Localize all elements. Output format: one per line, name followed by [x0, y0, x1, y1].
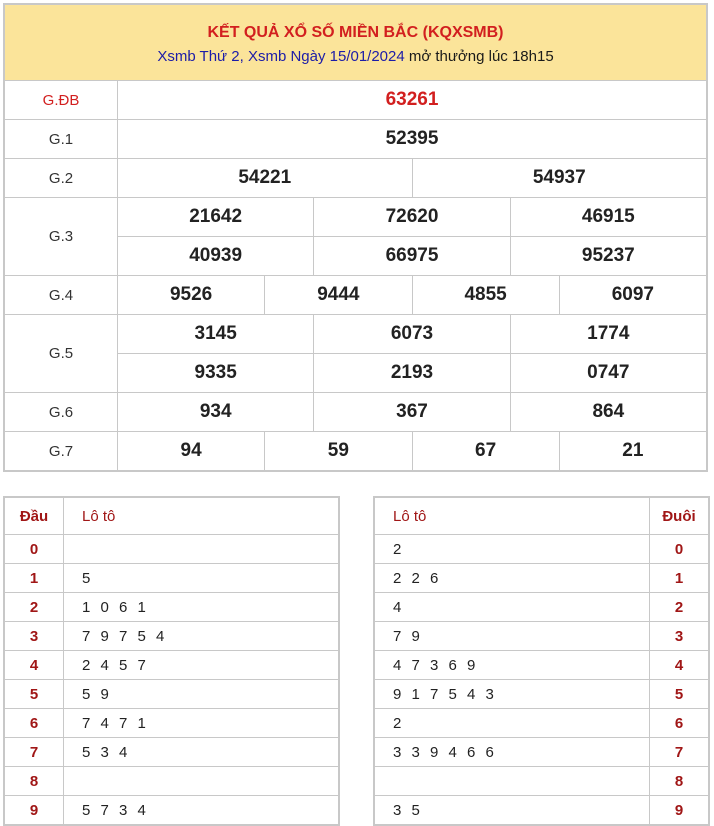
- loto-values: 3 5: [393, 801, 423, 819]
- loto-values: 5 9: [82, 685, 112, 703]
- dau-loto-table: [3, 496, 340, 826]
- prize-label: G.ĐB: [5, 81, 118, 119]
- loto-values: 7 9: [393, 627, 423, 645]
- prize-label: G.4: [5, 276, 118, 314]
- prize-line: [118, 198, 706, 236]
- prize-number: 59: [264, 432, 411, 470]
- prize-row: [5, 275, 706, 314]
- duoi-rows: [375, 534, 708, 824]
- loto-values: 4 7 3 6 9: [393, 656, 479, 674]
- prize-number: 3145: [194, 323, 237, 344]
- duoi-row: [375, 534, 708, 563]
- loto-values: 7 4 7 1: [82, 714, 149, 732]
- dau-header: Đầu: [5, 498, 64, 534]
- results-header: [5, 5, 706, 81]
- prize-label: G.3: [5, 198, 118, 275]
- duoi-row: [375, 737, 708, 766]
- prize-row: [5, 119, 706, 158]
- results-title: KẾT QUẢ XỔ SỐ MIỀN BẮC (KQXSMB): [207, 24, 504, 41]
- dau-row: [5, 534, 338, 563]
- duoi-loto-table: [373, 496, 710, 826]
- duoi-digit: 0: [649, 535, 708, 563]
- duoi-digit: 4: [649, 651, 708, 679]
- prize-numbers: [118, 198, 706, 275]
- loto-values: 5 3 4: [82, 743, 131, 761]
- subtitle-date-link[interactable]: Xsmb Thứ 2, Xsmb Ngày 15/01/2024: [157, 48, 405, 65]
- duoi-row: [375, 708, 708, 737]
- dau-row: [5, 766, 338, 795]
- loto-values: 3 3 9 4 6 6: [393, 743, 497, 761]
- duoi-digit: 9: [649, 796, 708, 824]
- prize-line: [118, 236, 706, 275]
- loto-values: 1 0 6 1: [82, 598, 149, 616]
- duoi-digit: 5: [649, 680, 708, 708]
- dau-row: [5, 621, 338, 650]
- prize-number: 66975: [313, 237, 509, 275]
- dau-digit: 6: [5, 709, 64, 737]
- dau-rows: [5, 534, 338, 824]
- dau-row: [5, 737, 338, 766]
- duoi-digit: 2: [649, 593, 708, 621]
- dau-row: [5, 650, 338, 679]
- prize-number: 864: [510, 393, 706, 431]
- prize-number: 367: [313, 393, 509, 431]
- results-table: [3, 3, 708, 472]
- prize-line: [118, 159, 706, 197]
- prize-rows: [5, 81, 706, 470]
- duoi-row: [375, 592, 708, 621]
- prize-label: G.7: [5, 432, 118, 470]
- prize-row: [5, 314, 706, 392]
- prize-number: 72620: [313, 198, 509, 236]
- loto-values: 2: [393, 714, 405, 732]
- prize-number: 67: [412, 432, 559, 470]
- prize-number: 9335: [194, 362, 237, 383]
- dau-digit: 5: [5, 680, 64, 708]
- dau-row: [5, 795, 338, 824]
- dau-digit: 9: [5, 796, 64, 824]
- duoi-row: [375, 621, 708, 650]
- prize-line: [118, 120, 706, 158]
- prize-numbers: [118, 120, 706, 158]
- duoi-header: Đuôi: [649, 498, 708, 534]
- loto-values: 4: [393, 598, 405, 616]
- prize-label: G.1: [5, 120, 118, 158]
- dau-digit: 7: [5, 738, 64, 766]
- prize-numbers: [118, 159, 706, 197]
- dau-row: [5, 679, 338, 708]
- prize-numbers: [118, 315, 706, 392]
- prize-number: 4855: [412, 276, 559, 314]
- prize-line: [118, 81, 706, 119]
- prize-line: [118, 276, 706, 314]
- prize-number: 54937: [412, 159, 707, 197]
- dau-row: [5, 708, 338, 737]
- results-subtitle: [5, 48, 706, 66]
- prize-number: 94: [180, 440, 202, 461]
- loto-values: [375, 767, 649, 795]
- prize-number: 46915: [510, 198, 706, 236]
- loto-values: 2: [393, 540, 405, 558]
- prize-row: [5, 158, 706, 197]
- loto-values: 2 2 6: [393, 569, 442, 587]
- prize-row: [5, 81, 706, 119]
- duoi-row: [375, 650, 708, 679]
- prize-label: G.6: [5, 393, 118, 431]
- dau-row: [5, 592, 338, 621]
- duoi-digit: 6: [649, 709, 708, 737]
- prize-number: 6073: [313, 315, 509, 353]
- loto-values: 5: [82, 569, 94, 587]
- loto-values: 7 9 7 5 4: [82, 627, 168, 645]
- duoi-table-header: [375, 498, 708, 534]
- prize-number: 95237: [510, 237, 706, 275]
- duoi-digit: 8: [649, 767, 708, 795]
- prize-label: G.5: [5, 315, 118, 392]
- loto-values: [64, 767, 338, 795]
- prize-row: [5, 431, 706, 470]
- dau-row: [5, 563, 338, 592]
- prize-number: 63261: [385, 89, 439, 110]
- loto-header: Lô tô: [393, 507, 427, 525]
- dau-digit: 0: [5, 535, 64, 563]
- dau-digit: 8: [5, 767, 64, 795]
- prize-number: 6097: [559, 276, 706, 314]
- loto-values: 9 1 7 5 4 3: [393, 685, 497, 703]
- prize-number: 934: [199, 401, 232, 422]
- loto-header: Lô tô: [82, 507, 116, 525]
- prize-numbers: [118, 393, 706, 431]
- prize-number: 21: [559, 432, 706, 470]
- subtitle-time: mở thưởng lúc 18h15: [404, 48, 554, 65]
- prize-number: 21642: [189, 206, 243, 227]
- loto-values: 5 7 3 4: [82, 801, 149, 819]
- prize-number: 1774: [510, 315, 706, 353]
- prize-numbers: [118, 81, 706, 119]
- prize-line: [118, 393, 706, 431]
- prize-line: [118, 353, 706, 392]
- dau-digit: 4: [5, 651, 64, 679]
- duoi-digit: 1: [649, 564, 708, 592]
- prize-row: [5, 392, 706, 431]
- prize-numbers: [118, 432, 706, 470]
- prize-line: [118, 315, 706, 353]
- dau-table-header: [5, 498, 338, 534]
- prize-number: 9526: [169, 284, 213, 305]
- duoi-row: [375, 795, 708, 824]
- dau-digit: 1: [5, 564, 64, 592]
- loto-values: 2 4 5 7: [82, 656, 149, 674]
- prize-number: 52395: [385, 128, 439, 149]
- duoi-row: [375, 563, 708, 592]
- dau-digit: 3: [5, 622, 64, 650]
- duoi-digit: 7: [649, 738, 708, 766]
- prize-label: G.2: [5, 159, 118, 197]
- prize-line: [118, 432, 706, 470]
- prize-numbers: [118, 276, 706, 314]
- prize-number: 54221: [238, 167, 292, 188]
- prize-number: 2193: [313, 354, 509, 392]
- dau-digit: 2: [5, 593, 64, 621]
- prize-row: [5, 197, 706, 275]
- duoi-row: [375, 766, 708, 795]
- duoi-row: [375, 679, 708, 708]
- loto-values: [64, 535, 338, 563]
- prize-number: 9444: [264, 276, 411, 314]
- duoi-digit: 3: [649, 622, 708, 650]
- prize-number: 40939: [189, 245, 243, 266]
- prize-number: 0747: [510, 354, 706, 392]
